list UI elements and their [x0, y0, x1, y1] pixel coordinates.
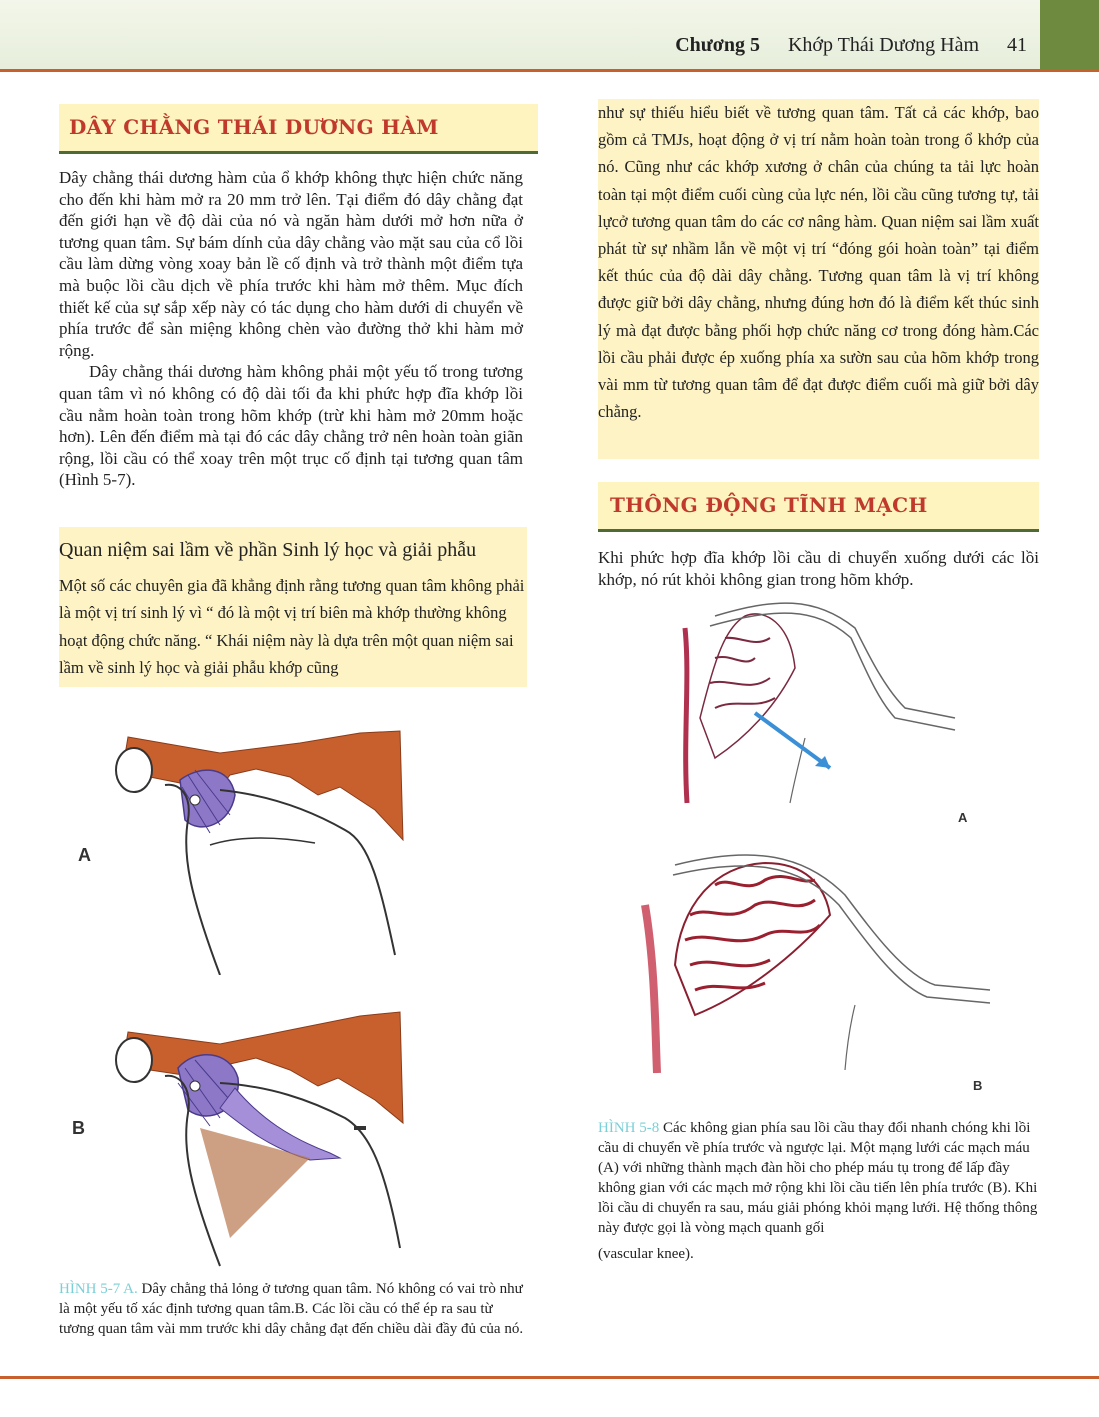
caption-label: HÌNH 5-8 — [598, 1120, 660, 1136]
caption-text: Các không gian phía sau lồi cầu thay đổi nhanh chóng khi lồi cầu di chuyển về phía trước và ngược lại. Một mạng lưới các mạch máu (A) với những thành mạch đàn hồi cho phép máu tụ trong để lấp đầy không gian với các mạch mở rộng khi lồi cầu tiến lên phía trước (B). Khi lồi cầu di chuyển ra sau, máu giải phóng khỏi mạng lưới. Hệ thống thông này được gọi là vòng mạch quanh gối — [598, 1120, 1038, 1236]
continued-note-box — [598, 99, 1039, 459]
misconception-box — [59, 527, 527, 687]
chapter-label: Chương 5 — [675, 34, 760, 56]
figure-letter: A — [78, 845, 91, 865]
paragraph: Dây chằng thái dương hàm không phải một yếu tố trong tương quan tâm vì nó không có độ dài tối đa khi phức hợp đĩa khớp lồi cầu nằm hoàn toàn trong hõm khớp (trừ khi hàm mở 20mm hoặc hơn). Lên đến điểm mà tại đó các dây chằng trở nên hoàn toàn giãn rộng, lồi cầu có thể xoay trên một trục cố định tại tương quan tâm (Hình 5-7). — [59, 362, 523, 490]
caption-label: HÌNH 5-7 A. — [59, 1281, 138, 1297]
figure-5-7-a — [70, 725, 430, 975]
header-rule — [0, 69, 1099, 72]
paragraph: Khi phức hợp đĩa khớp lồi cầu di chuyển xuống dưới các lồi khớp, nó rút khỏi không gian trong hõm khớp. — [598, 548, 1039, 589]
paragraph: Dây chằng thái dương hàm của ổ khớp không thực hiện chức năng cho đến khi hàm mở ra 20 mm trở lên. Tại điểm đó dây chằng đạt đến giới hạn về độ dài của nó và ngăn hàm dưới mở hơn nữa ở tương quan tâm. Sự bám dính của dây chằng vào mặt sau của cổ lồi cầu làm dừng vòng xoay bản lề cố định và trở thành một điểm tựa mà buộc lồi cầu dịch về phía trước khi hàm mở thêm. Mục đích thiết kế của sự sắp xếp này có tác dụng cho hàm dưới di chuyển về phía trước để sàn miệng không chèn vào đường thở khi hàm mở rộng. — [59, 168, 523, 360]
section-title: DÂY CHẰNG THÁI DƯƠNG HÀM — [69, 115, 439, 139]
chapter-tab — [1040, 0, 1099, 69]
figure-letter: B — [973, 1078, 983, 1093]
figure-5-8-caption — [598, 1118, 1040, 1264]
section-title: THÔNG ĐỘNG TĨNH MẠCH — [610, 493, 928, 517]
left-body-text — [59, 167, 523, 491]
figure-letter: B — [72, 1118, 85, 1138]
caption-text: Dây chằng thả lỏng ở tương quan tâm. Nó không có vai trò như là một yếu tố xác định tương quan tâm.B. Các lồi cầu có thể ép ra sau từ tương quan tâm vài mm trước khi dây chằng đạt đến chiều dài đầy đủ của nó. — [59, 1281, 524, 1337]
continued-text: như sự thiếu hiểu biết về tương quan tâm. Tất cả các khớp, bao gồm cả TMJs, hoạt động ở vị trí nằm hoàn toàn trong ổ khớp của nó. Cũng như các khớp xương ở chân của chúng ta tải lực hoàn toàn tại một điểm cuối cùng của lực nén, lồi cầu cũng tương tự, tải lựcở tương quan tâm do các cơ nâng hàm. Quan niệm sai lầm xuất phát từ sự nhầm lẫn về một vị trí “đóng gói hoàn toàn” tại điểm kết thúc của độ dài dây chằng. Tương quan tâm là vị trí không được giữ bởi dây chằng, nhưng đúng hơn đó là điểm kết thúc sinh lý mà đạt được bằng phối hợp chức năng cơ trong đóng hàm.Các lồi cầu phải được ép xuống phía xa sườn sau của hõm khớp trong vài mm từ tương quan tâm để đạt được điểm cuối mà giữ bởi dây chằng. — [598, 103, 1039, 422]
figure-5-8-a — [655, 598, 975, 808]
figure-letter: A — [958, 810, 968, 825]
right-body-text — [598, 547, 1039, 590]
figure-5-7-b — [70, 1008, 440, 1268]
footer-rule — [0, 1376, 1099, 1379]
figure-5-7-caption — [59, 1279, 525, 1339]
running-header — [675, 34, 1027, 57]
chapter-title: Khớp Thái Dương Hàm — [787, 34, 979, 56]
section-heading-tmj-ligament — [59, 104, 538, 154]
section-heading-venous-shunt — [598, 482, 1039, 532]
figure-5-8-b — [635, 845, 995, 1075]
note-text: Một số các chuyên gia đã khẳng định rằng tương quan tâm không phải là một vị trí sinh lý vì “ đó là một vị trí biên mà khớp thường không hoạt động chức năng. “ Khái niệm này là dựa trên một quan niệm sai lầm về sinh lý học và giải phẫu khớp cũng — [59, 576, 525, 677]
note-title: Quan niệm sai lầm về phần Sinh lý học và giải phẫu — [59, 539, 477, 561]
caption-end: (vascular knee). — [598, 1246, 694, 1262]
page-number: 41 — [1007, 34, 1027, 56]
